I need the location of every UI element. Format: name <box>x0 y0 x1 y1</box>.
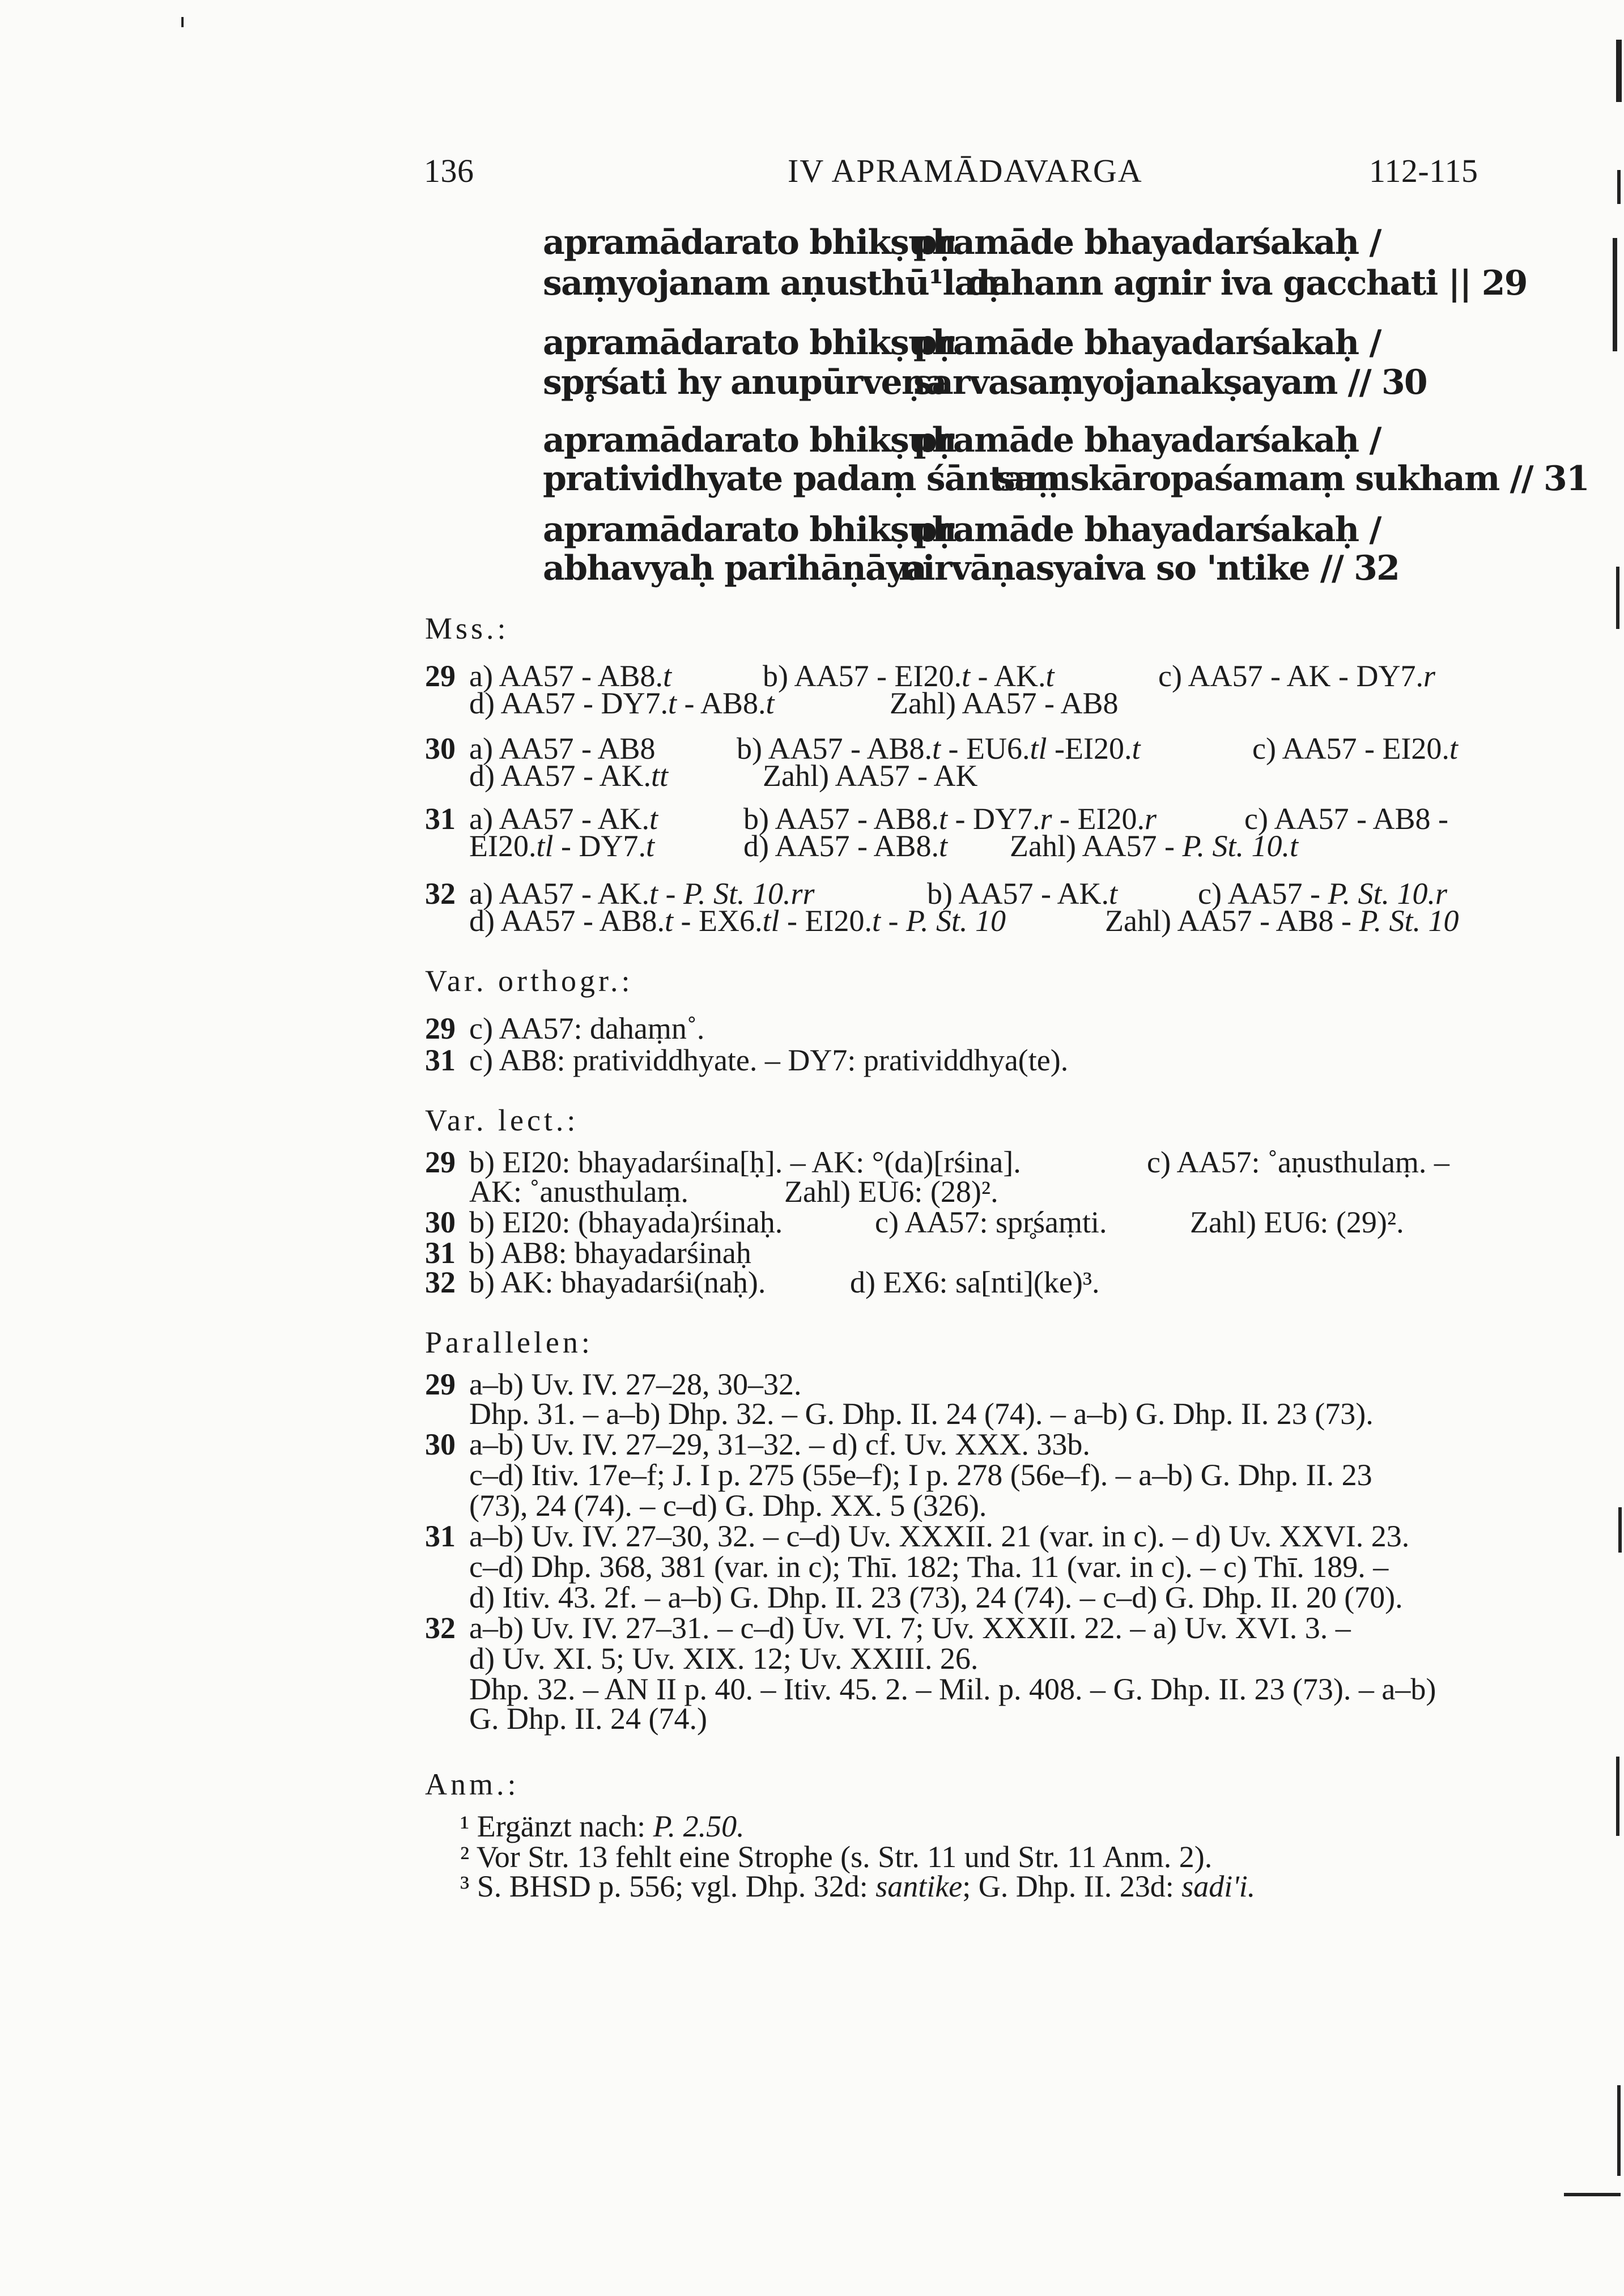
parallel-line: a–b) Uv. IV. 27–30, 32. – c–d) Uv. XXXII. 21 (var. in c). – d) Uv. XXVI. 23. <box>469 1519 1410 1553</box>
var-lect-entry: d) EX6: sa[nti](ke)³. <box>850 1265 1100 1299</box>
footnote-1: ¹ Ergänzt nach: P. 2.50. <box>460 1809 745 1843</box>
verse-30-line1-a: apramādarato bhikṣuḥ <box>543 323 956 363</box>
var-lect-entry: c) AA57: ˚aṇusthulaṃ. – <box>1147 1145 1449 1179</box>
footnote-mark: ¹ <box>460 1809 470 1843</box>
page-number: 136 <box>424 152 474 189</box>
var-lect-number: 31 <box>425 1236 456 1270</box>
mss-entry: b) AA57 - AK.t <box>927 877 1118 911</box>
footnote-mark: ² <box>460 1840 470 1874</box>
footnote-mark: ³ <box>460 1869 470 1903</box>
verse-31-line2-a: pratividhyate padaṃ śāntaṃ <box>543 459 1060 499</box>
verse-29-line1-b: pramāde bhayadarśakaḥ / <box>913 223 1381 262</box>
verse-range: 112-115 <box>1369 152 1478 189</box>
parallel-number: 31 <box>425 1519 456 1553</box>
scan-edge-mark <box>1617 2085 1621 2176</box>
mss-entry: d) AA57 - AK.tt <box>469 759 669 793</box>
mss-entry: d) AA57 - AB8.t <box>743 829 948 863</box>
mss-entry: EI20.tl - DY7.t <box>469 829 654 863</box>
var-lect-number: 32 <box>425 1265 456 1299</box>
verse-30-line2-a: spr̥śati hy anupūrveṇa <box>543 363 946 402</box>
section-heading-var-orthogr: Var. orthogr.: <box>425 964 634 998</box>
mss-verse-number: 32 <box>425 877 456 911</box>
scan-edge-mark <box>1616 567 1619 629</box>
mss-entry: b) AA57 - AB8.t - DY7.r - EI20.r <box>743 802 1157 836</box>
verse-32-line1-a: apramādarato bhikṣuḥ <box>543 510 956 550</box>
footnote-3: ³ S. BHSD p. 556; vgl. Dhp. 32d: santike; G. Dhp. II. 23d: sadi'i. <box>460 1869 1256 1903</box>
verse-32-line2-b: nirvāṇasyaiva so 'ntike // 32 <box>899 549 1400 588</box>
mss-entry: b) AA57 - AB8.t - EU6.tl -EI20.t <box>737 732 1141 766</box>
parallel-line: a–b) Uv. IV. 27–28, 30–32. <box>469 1367 802 1401</box>
verse-31-line1-b: pramāde bhayadarśakaḥ / <box>913 420 1381 460</box>
mss-entry: c) AA57 - AK - DY7.r <box>1158 659 1435 693</box>
section-heading-var-lect: Var. lect.: <box>425 1103 579 1137</box>
verse-32-line1-b: pramāde bhayadarśakaḥ / <box>913 510 1381 550</box>
var-lect-entry: b) EI20: (bhayada)rśinaḥ. <box>469 1205 783 1239</box>
running-title: IV APRAMĀDAVARGA <box>788 152 1143 189</box>
mss-entry: d) AA57 - DY7.t - AB8.t <box>469 686 775 720</box>
verse-29-line1-a: apramādarato bhikṣuḥ <box>543 223 956 262</box>
mss-entry: Zahl) AA57 - AB8 - P. St. 10 <box>1105 904 1459 938</box>
parallel-line: c–d) Dhp. 368, 381 (var. in c); Thī. 182; Tha. 11 (var. in c). – c) Thī. 189. – <box>469 1550 1389 1584</box>
var-orthogr-number: 29 <box>425 1011 456 1045</box>
var-lect-entry: AK: ˚anusthulaṃ. <box>469 1175 688 1209</box>
parallel-line: Dhp. 32. – AN II p. 40. – Itiv. 45. 2. – Mil. p. 408. – G. Dhp. II. 23 (73). – a–b) <box>469 1672 1436 1706</box>
parallel-number: 29 <box>425 1367 456 1401</box>
mss-entry: a) AA57 - AK.t - P. St. 10.rr <box>469 877 815 911</box>
mss-entry: c) AA57 - EI20.t <box>1252 732 1458 766</box>
parallel-line: d) Itiv. 43. 2f. – a–b) G. Dhp. II. 23 (73), 24 (74). – c–d) G. Dhp. II. 20 (70). <box>469 1580 1403 1614</box>
verse-31-line1-a: apramādarato bhikṣuḥ <box>543 420 956 460</box>
verse-30-line2-b: sarvasaṃyojanakṣayam // 30 <box>913 363 1427 402</box>
footnote-2: ² Vor Str. 13 fehlt eine Strophe (s. Str. 11 und Str. 11 Anm. 2). <box>460 1840 1213 1874</box>
mss-verse-number: 29 <box>425 659 456 693</box>
verse-30-line1-b: pramāde bhayadarśakaḥ / <box>913 323 1381 363</box>
mss-entry: a) AA57 - AK.t <box>469 802 658 836</box>
mss-entry: a) AA57 - AB8 <box>469 732 656 766</box>
var-lect-entry: Zahl) EU6: (28)². <box>784 1175 998 1209</box>
mss-entry: Zahl) AA57 - P. St. 10.t <box>1010 829 1298 863</box>
var-lect-entry: b) AK: bhayadarśi(naḥ). <box>469 1265 766 1299</box>
section-heading-mss: Mss.: <box>425 611 509 645</box>
mss-entry: c) AA57 - AB8 - <box>1244 802 1448 836</box>
var-lect-number: 29 <box>425 1145 456 1179</box>
parallel-line: G. Dhp. II. 24 (74.) <box>469 1702 707 1736</box>
mss-entry: c) AA57 - P. St. 10.r <box>1198 877 1447 911</box>
var-orthogr-line: c) AA57: dahaṃn˚. <box>469 1011 705 1045</box>
parallel-line: d) Uv. XI. 5; Uv. XIX. 12; Uv. XXIII. 26. <box>469 1642 979 1676</box>
var-lect-number: 30 <box>425 1205 456 1239</box>
scan-edge-mark <box>1564 2193 1621 2196</box>
mss-verse-number: 30 <box>425 732 456 766</box>
verse-31-line2-b: saṃskāropaśamaṃ sukham // 31 <box>996 459 1589 499</box>
mss-entry: Zahl) AA57 - AK <box>763 759 978 793</box>
var-lect-entry: Zahl) EU6: (29)². <box>1190 1205 1404 1239</box>
var-lect-entry: b) AB8: bhayadarśinaḥ <box>469 1236 751 1270</box>
scan-edge-mark <box>1613 238 1617 351</box>
verse-29-line2-b: dahann agnir iva gacchati || 29 <box>967 263 1527 303</box>
mss-entry: d) AA57 - AB8.t - EX6.tl - EI20.t - P. St. 10 <box>469 904 1006 938</box>
parallel-number: 32 <box>425 1611 456 1645</box>
var-lect-entry: b) EI20: bhayadarśina[ḥ]. – AK: °(da)[rśina]. <box>469 1145 1021 1179</box>
var-orthogr-number: 31 <box>425 1043 456 1077</box>
verse-29-line2-a: saṃyojanam aṇusthū¹laṃ <box>543 263 1011 303</box>
verse-32-line2-a: abhavyaḥ parihāṇāya <box>543 549 926 588</box>
mss-entry: Zahl) AA57 - AB8 <box>890 686 1119 720</box>
scan-edge-mark <box>1617 170 1621 204</box>
mss-verse-number: 31 <box>425 802 456 836</box>
mss-entry: b) AA57 - EI20.t - AK.t <box>763 659 1055 693</box>
parallel-line: Dhp. 31. – a–b) Dhp. 32. – G. Dhp. II. 24 (74). – a–b) G. Dhp. II. 23 (73). <box>469 1397 1374 1431</box>
parallel-line: a–b) Uv. IV. 27–31. – c–d) Uv. VI. 7; Uv. XXXII. 22. – a) Uv. XVI. 3. – <box>469 1611 1351 1645</box>
scan-edge-mark <box>181 17 184 27</box>
mss-entry: a) AA57 - AB8.t <box>469 659 671 693</box>
scan-edge-mark <box>1618 1507 1622 1553</box>
parallel-line: c–d) Itiv. 17e–f; J. I p. 275 (55e–f); I p. 278 (56e–f). – a–b) G. Dhp. II. 23 <box>469 1458 1372 1492</box>
scan-edge-mark <box>1616 40 1622 102</box>
parallel-number: 30 <box>425 1427 456 1461</box>
parallel-line: a–b) Uv. IV. 27–29, 31–32. – d) cf. Uv. XXX. 33b. <box>469 1427 1090 1461</box>
section-heading-anm: Anm.: <box>425 1767 520 1801</box>
parallel-line: (73), 24 (74). – c–d) G. Dhp. XX. 5 (326). <box>469 1489 987 1523</box>
section-heading-parallelen: Parallelen: <box>425 1325 593 1359</box>
var-lect-entry: c) AA57: spr̥śaṃti. <box>875 1205 1107 1239</box>
var-orthogr-line: c) AB8: pratividdhyate. – DY7: pratividdhya(te). <box>469 1043 1069 1077</box>
scan-edge-mark <box>1616 1757 1619 1836</box>
